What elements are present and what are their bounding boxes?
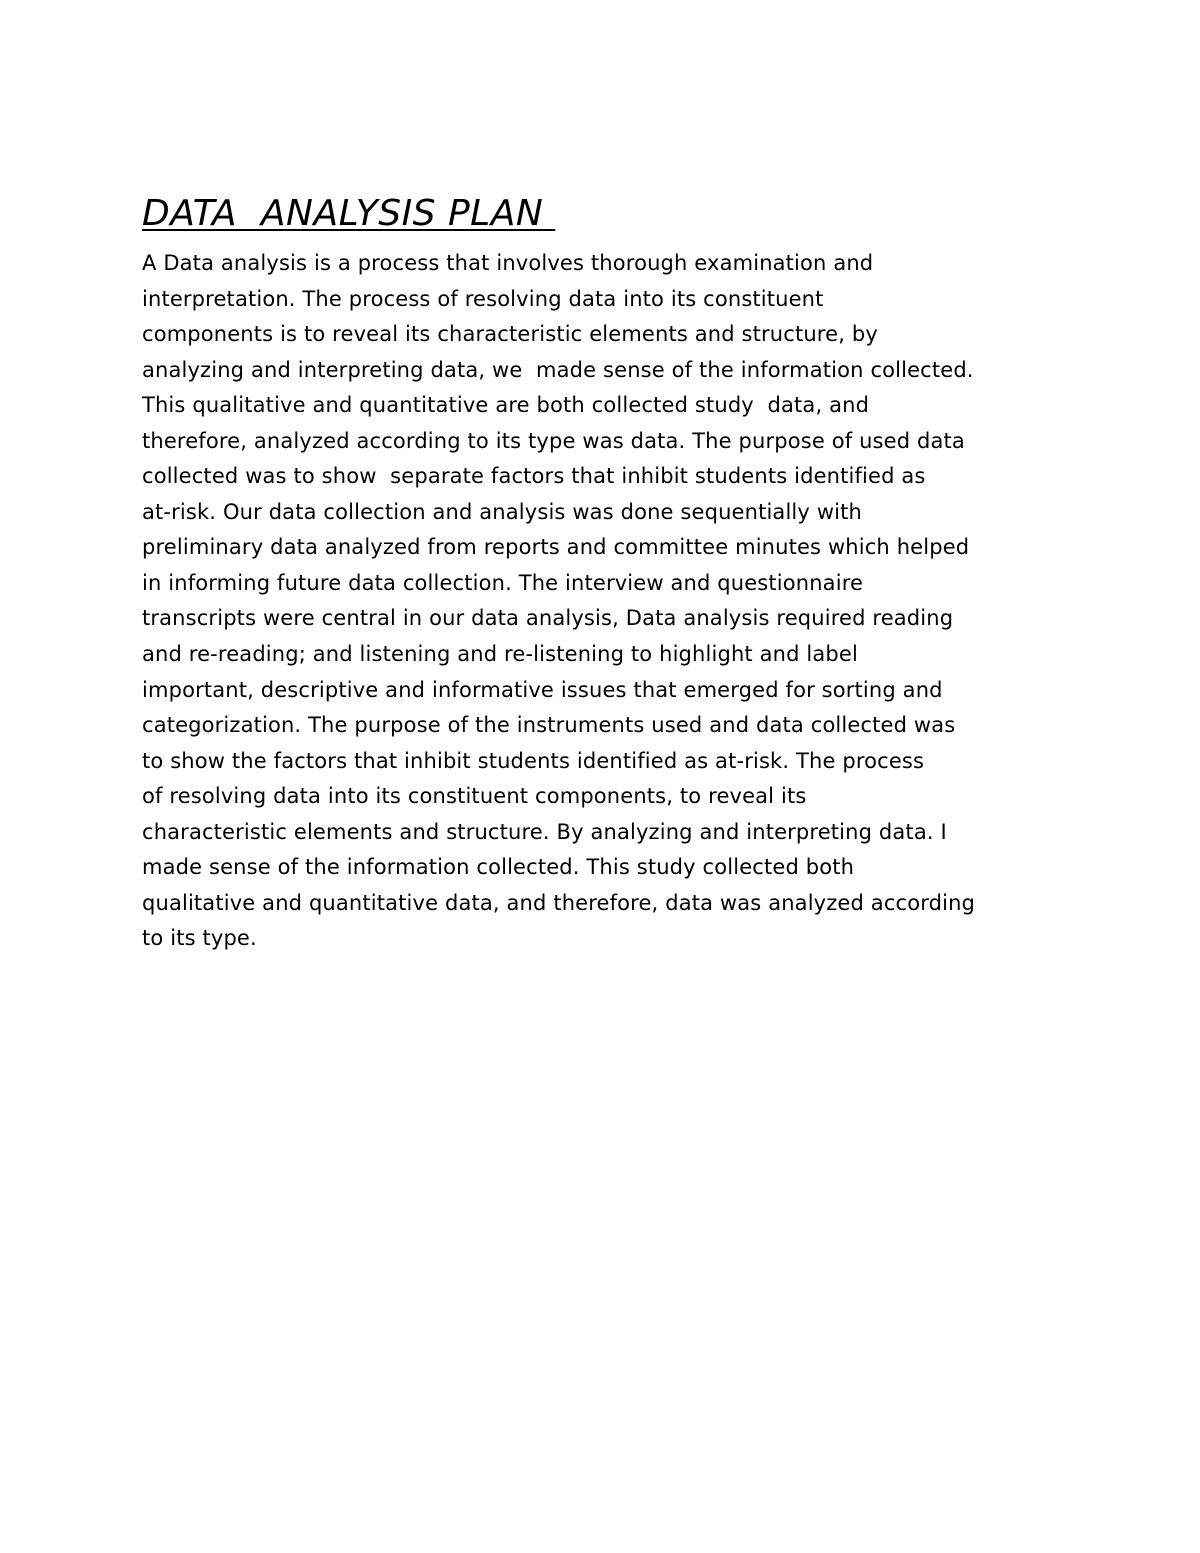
paragraph-line: characteristic elements and structure. By analyzing and interpreting data. I	[142, 819, 947, 844]
paragraph-line: categorization. The purpose of the instruments used and data collected was	[142, 713, 956, 738]
document-content	[142, 190, 1082, 957]
paragraph-line: in informing future data collection. The interview and questionnaire	[142, 570, 864, 595]
paragraph-line: components is to reveal its characteristic elements and structure, by	[142, 322, 878, 347]
paragraph-line: at-risk. Our data collection and analysis was done sequentially with	[142, 499, 862, 524]
paragraph-line: to show the factors that inhibit students identified as at-risk. The process	[142, 748, 925, 773]
paragraph-line: analyzing and interpreting data, we made sense of the information collected.	[142, 357, 974, 382]
paragraph-line: qualitative and quantitative data, and therefore, data was analyzed according	[142, 890, 976, 915]
paragraph-line: preliminary data analyzed from reports and committee minutes which helped	[142, 535, 970, 560]
paragraph-line: therefore, analyzed according to its type was data. The purpose of used data	[142, 428, 965, 453]
paragraph-line: and re-reading; and listening and re-listening to highlight and label	[142, 642, 858, 667]
paragraph-line: important, descriptive and informative issues that emerged for sorting and	[142, 677, 943, 702]
paragraph-line: A Data analysis is a process that involves thorough examination and	[142, 251, 874, 275]
paragraph-line: made sense of the information collected. This study collected both	[142, 855, 855, 880]
paragraph-line: to its type.	[142, 926, 257, 951]
paragraph-line: interpretation. The process of resolving data into its constituent	[142, 286, 824, 311]
body-paragraph	[142, 246, 1082, 957]
paragraph-line: collected was to show separate factors that inhibit students identified as	[142, 464, 926, 489]
page-title: DATA ANALYSIS PLAN	[142, 193, 556, 234]
paragraph-line: of resolving data into its constituent components, to reveal its	[142, 784, 807, 809]
paragraph-line: This qualitative and quantitative are both collected study data, and	[142, 393, 870, 418]
paragraph-line: transcripts were central in our data analysis, Data analysis required reading	[142, 606, 954, 631]
